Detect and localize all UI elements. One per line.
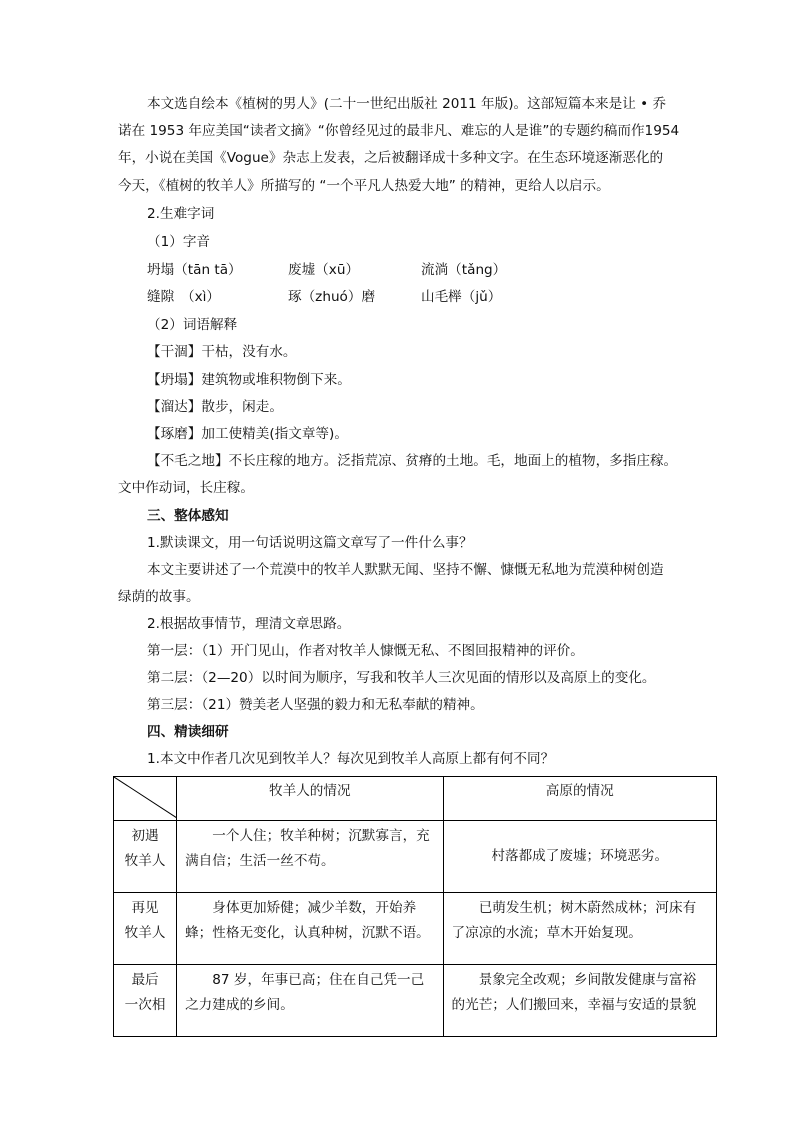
table-row	[114, 821, 717, 893]
pron-item: 山毛榉（jǔ）	[421, 289, 502, 305]
plateau-cell: 已萌发生机；树木蔚然成林；河床有了凉凉的水流；草木开始复现。	[443, 893, 716, 965]
diagonal-header-cell	[114, 777, 177, 821]
answer-line-1: 本文主要讲述了一个荒漠中的牧羊人默默无闻、坚持不懈、慷慨无私地为荒漠种树创造	[147, 562, 664, 578]
definition-continuation: 文中作动词，长庄稼。	[118, 480, 254, 496]
column-header: 牧羊人的情况	[177, 777, 443, 821]
column-header: 高原的情况	[443, 777, 716, 821]
shepherd-cell: 一个人住；牧羊种树；沉默寡言，充满自信；生活一丝不苟。	[177, 821, 443, 893]
question: 1.本文中作者几次见到牧羊人？每次见到牧羊人高原上都有何不同？	[147, 751, 555, 767]
layer-item: 第三层：（21）赞美老人坚强的毅力和无私奉献的精神。	[147, 697, 484, 713]
pron-item: 缝隙 （xì）	[147, 289, 220, 305]
shepherd-cell: 87 岁，年事已高；住在自己凭一己之力建成的乡间。	[177, 965, 443, 1037]
definition-item: 【溜达】散步，闲走。	[147, 399, 283, 415]
section-title: 三、整体感知	[147, 508, 229, 524]
diagonal-line	[114, 777, 177, 818]
row-label-text: 初遇 牧羊人	[124, 828, 166, 869]
definition-item: 【不毛之地】不长庄稼的地方。泛指荒凉、贫瘠的土地。毛，地面上的植物，多指庄稼。	[147, 453, 678, 469]
section-title: 四、精读细研	[147, 724, 229, 740]
definition-item: 【琢磨】加工使精美(指文章等)。	[147, 426, 348, 442]
definition-item: 【干涸】干枯，没有水。	[147, 344, 297, 360]
vocab-heading: 2.生难字词	[147, 206, 215, 222]
table-header-row	[114, 777, 717, 821]
pron-item: 流淌（tǎng）	[421, 262, 507, 278]
definitions-heading: （2）词语解释	[147, 317, 238, 333]
pronunciation-heading: （1）字音	[147, 234, 211, 250]
layer-item: 第二层：（2—20）以时间为顺序，写我和牧羊人三次见面的情形以及高原上的变化。	[147, 670, 656, 686]
question: 1.默读课文，用一句话说明这篇文章写了一件什么事？	[147, 535, 473, 551]
row-label-text: 再见 牧羊人	[124, 900, 166, 941]
comparison-table	[113, 776, 717, 1037]
intro-line-3: 年，小说在美国《Vogue》杂志上发表，之后被翻译成十多种文字。在生态环境逐渐恶化的	[118, 150, 664, 166]
shepherd-cell: 身体更加矫健；减少羊数，开始养蜂；性格无变化，认真种树，沉默不语。	[177, 893, 443, 965]
pron-item: 琢（zhuó）磨	[288, 289, 376, 305]
table-row	[114, 893, 717, 965]
plateau-cell: 村落都成了废墟；环境恶劣。	[443, 821, 716, 893]
row-label	[114, 893, 177, 965]
intro-line-2: 诺在 1953 年应美国“读者文摘》“你曾经见过的最非凡、难忘的人是谁”的专题约稿而作1954	[118, 123, 680, 139]
row-label	[114, 821, 177, 893]
pron-item: 坍塌（tān tā）	[147, 262, 242, 278]
table-row	[114, 965, 717, 1037]
answer-line-2: 绿荫的故事。	[118, 589, 200, 605]
row-label	[114, 965, 177, 1037]
intro-line-1: 本文选自绘本《植树的男人》(二十一世纪出版社 2011 年版)。这部短篇本来是让 • 乔	[147, 96, 667, 112]
row-label-text: 最后 一次相	[124, 972, 166, 1013]
pron-item: 废墟（xū）	[288, 262, 360, 278]
layer-item: 第一层：（1）开门见山，作者对牧羊人慷慨无私、不图回报精神的评价。	[147, 643, 584, 659]
question: 2.根据故事情节，理清文章思路。	[147, 616, 351, 632]
plateau-cell: 景象完全改观；乡间散发健康与富裕的光芒；人们搬回来，幸福与安适的景貌	[443, 965, 716, 1037]
definition-item: 【坍塌】建筑物或堆积物倒下来。	[147, 372, 351, 388]
intro-line-4: 今天，《植树的牧羊人》所描写的 “一个平凡人热爱大地” 的精神，更给人以启示。	[118, 178, 610, 194]
